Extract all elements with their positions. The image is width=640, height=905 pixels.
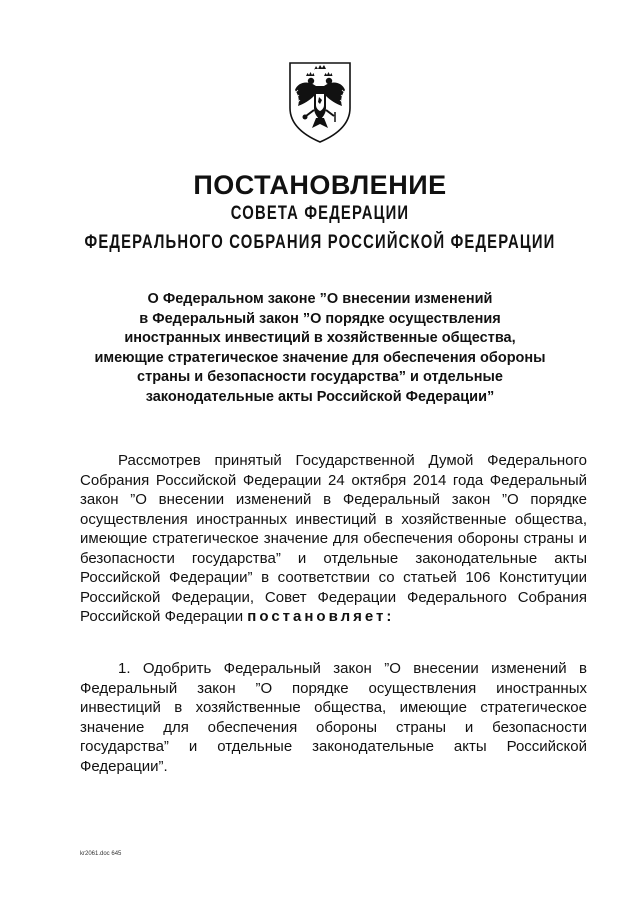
issuer-line-1: СОВЕТА ФЕДЕРАЦИИ [230, 203, 410, 224]
resolves-word: постановляет: [247, 608, 395, 625]
subject-line: имеющие стратегическое значение для обеспечения обороны [94, 349, 546, 366]
subject-line: в Федеральный закон ”О порядке осуществления [139, 310, 501, 327]
document-subject [80, 290, 560, 407]
preamble-text: Рассмотрев принятый Государственной Думой Федерального Собрания Российской Федерации 24 октября 2014 года Федеральный закон ”О внесении изменений в Федеральный закон ”О порядке осуществления иностранных инвестиций в хозяйственные общества, имеющие стратегическое значение для обеспечения обороны страны и безопасности государства” и отдельные законодательные акты Российской Федерации” в соответствии со статьей 106 Конституции Российской Федерации, Совет Федерации Федерального Собрания Российской Федерации [80, 452, 587, 625]
document-title: ПОСТАНОВЛЕНИЕ [193, 170, 447, 200]
subject-line: законодательные акты Российской Федерации” [145, 388, 495, 405]
subject-line: О Федеральном законе ”О внесении изменений [147, 291, 493, 307]
subject-line: иностранных инвестиций в хозяйственные общества, [124, 330, 516, 346]
preamble-paragraph [80, 451, 587, 627]
item-1-paragraph: 1. Одобрить Федеральный закон ”О внесении изменений в Федеральный закон ”О порядке осуществления иностранных инвестиций в хозяйственные общества, имеющие стратегическое значение для обеспечения обороны страны и безопасности государства” и отдельные законодательные акты Российской Федерации”. [80, 660, 587, 775]
footer-doc-code: kr2061.doc 645 [80, 851, 122, 857]
subject-line: страны и безопасности государства” и отдельные [137, 369, 503, 385]
coat-of-arms-icon [286, 60, 354, 144]
issuer-line-2: ФЕДЕРАЛЬНОГО СОБРАНИЯ РОССИЙСКОЙ ФЕДЕРАЦИИ [84, 232, 556, 253]
